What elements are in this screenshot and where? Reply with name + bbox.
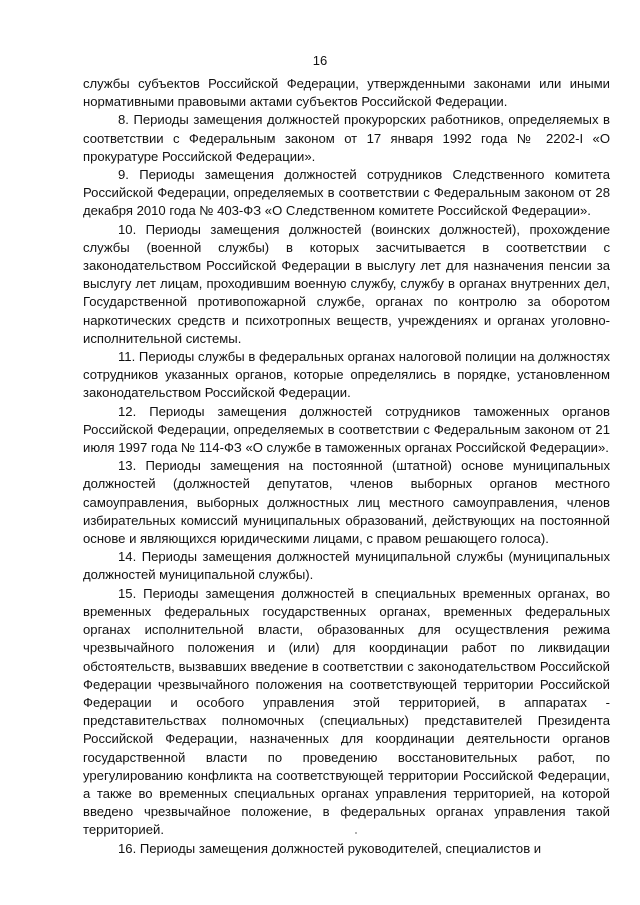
paragraph-13: 13. Периоды замещения на постоянной (штатной) основе муниципальных должностей (должностей депутатов, членов выборных органов местного самоуправления, выборных должностных лиц местного самоуправления, членов избирательных комиссий муниципальных образований, действующих на постоянной основе и являющихся юридическими лицами, с правом решающего голоса). xyxy=(83,458,610,547)
paragraph-9: 9. Периоды замещения должностей сотрудников Следственного комитета Российской Федерации, определяемых в соответствии с Федеральным законом от 28 декабря 2010 года № 403-ФЗ «О Следственном комитете Российской Федерации». xyxy=(83,167,610,219)
paragraph-12: 12. Периоды замещения должностей сотрудников таможенных органов Российской Федерации, определяемых в соответствии с Федеральным законом от 21 июля 1997 года № 114-ФЗ «О службе в таможенных органах Российской Федерации». xyxy=(83,403,610,456)
paragraph-7-continuation: службы субъектов Российской Федерации, утвержденными законами или иными нормативными правовыми актами субъектов Российской Федерации. xyxy=(83,76,610,110)
paragraph-14: 14. Периоды замещения должностей муниципальной службы (муниципальных должностей муниципальной службы). xyxy=(83,549,610,583)
paragraph-8: 8. Периоды замещения должностей прокурорских работников, определяемых в соответствии с Федеральным законом от 17 января 1992 года № 2202-I «О прокуратуре Российской Федерации». xyxy=(83,112,610,164)
scan-artifact-dot xyxy=(355,832,357,834)
paragraph-10: 10. Периоды замещения должностей (воинских должностей), прохождение службы (военной службы) в которых засчитывается в соответствии с законодательством Российской Федерации в выслугу лет для назначения пенсии за выслугу лет лицам, проходившим военную службу, службу в органах внутренних дел, Государственной противопожарной службе, органах по контролю за оборотом наркотических средств и психотропных веществ, учреждениях и органах уголовно-исполнительной системы. xyxy=(83,221,610,346)
paragraph-15: 15. Периоды замещения должностей в специальных временных органах, во временных федеральных государственных органах, временных федеральных органах исполнительной власти, образованных для осуществления режима чрезвычайного положения и (или) для координации работ по ликвидации обстоятельств, вызвавших введение в соответствии с законодательством Российской Федерации чрезвычайного положения на соответствующей территории Российской Федерации и особого управления этой территорией, в аппаратах - представительствах полномочных (специальных) представителей Президента Российской Федерации, назначенных для координации деятельности органов государственной власти по проведению восстановительных работ, по урегулированию конфликта на соответствующей территории Российской Федерации, а также во временных специальных органах управления территорией, на которой введено чрезвычайное положение, в федеральных органах управления такой территорией. xyxy=(83,585,610,838)
page-number: 16 xyxy=(312,53,328,68)
document-body xyxy=(83,75,610,858)
paragraph-16: 16. Периоды замещения должностей руководителей, специалистов и xyxy=(118,840,542,856)
paragraph-11: 11. Периоды службы в федеральных органах налоговой полиции на должностях сотрудников указанных органов, которые определялись в порядке, установленном законодательством Российской Федерации. xyxy=(83,349,610,401)
